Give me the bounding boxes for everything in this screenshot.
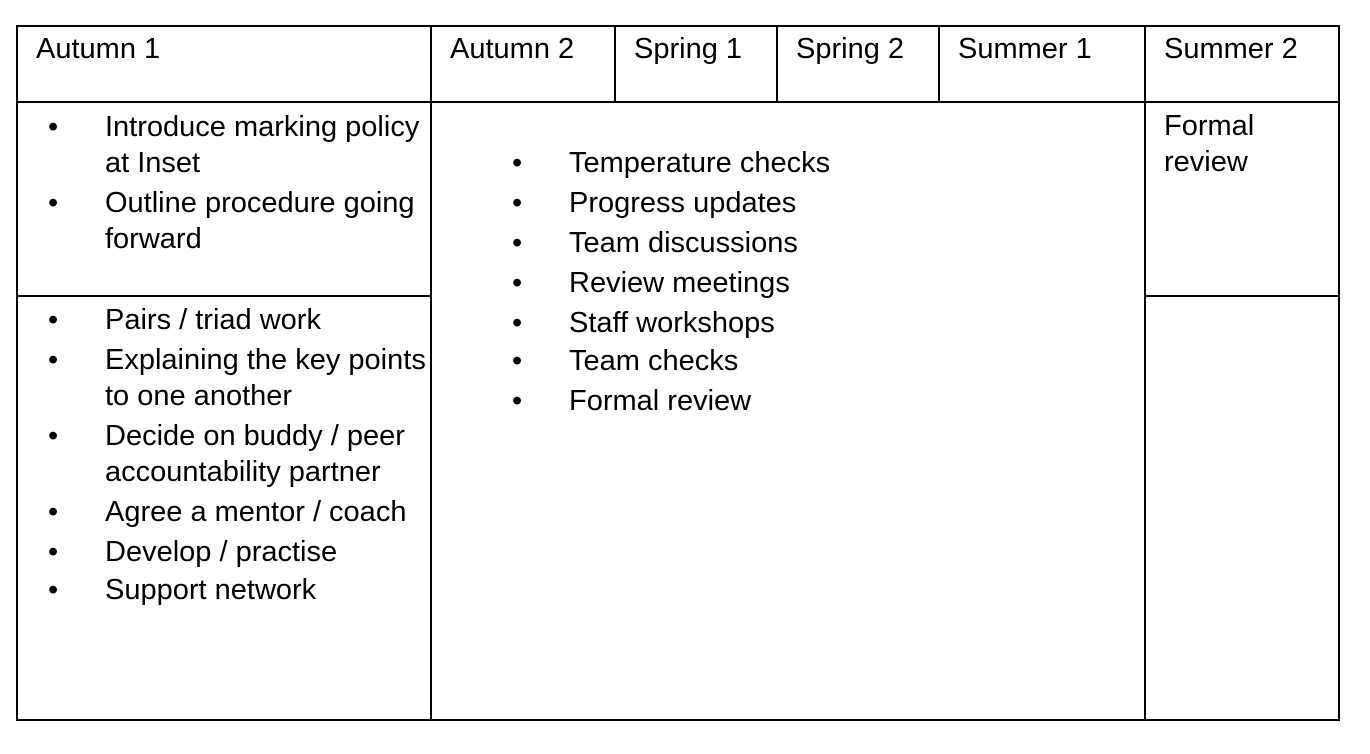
list-item [432,265,1132,301]
header-spring-2 [776,25,940,103]
list-item-text: Team discussions [569,227,798,259]
list-item [18,109,428,181]
list-item [18,302,428,338]
header-autumn-1 [16,25,432,103]
list-item-text: Pairs / triad work [105,304,321,336]
bullet-icon: • [512,307,523,339]
list-item [18,185,428,257]
summer-2-empty-cell [1144,295,1340,721]
list-item-text: Develop / practise [105,536,338,568]
ongoing-activities-cell [430,101,1146,721]
bullet-icon: • [512,345,523,377]
list-item-text: Introduce marking policy at Inset [105,111,420,179]
list-item-text: Decide on buddy / peer accountability partner [105,420,405,488]
list-item-text: Review meetings [569,267,790,299]
bullet-icon: • [512,187,523,219]
bullet-icon: • [48,496,59,528]
bullet-icon: • [512,267,523,299]
bullet-icon: • [48,187,59,219]
list-item-text: Team checks [569,345,739,377]
bullet-icon: • [48,574,59,606]
header-label: Autumn 1 [36,33,161,65]
list-item [432,145,1132,181]
autumn-1-activities-list [18,302,428,608]
list-item [432,305,1132,341]
bullet-icon: • [512,147,523,179]
header-label: Summer 1 [958,33,1092,65]
list-item [18,534,428,570]
bullet-icon: • [48,420,59,452]
autumn-1-activities-cell [16,295,432,721]
header-autumn-2 [430,25,616,103]
header-label: Spring 1 [634,33,743,65]
list-item [18,494,428,530]
header-label: Spring 2 [796,33,905,65]
ongoing-activities-list [432,145,1132,419]
list-item [432,383,1132,419]
list-item-text: Support network [105,574,317,606]
bullet-icon: • [48,344,59,376]
list-item-text: Staff workshops [569,307,775,339]
header-summer-2 [1144,25,1340,103]
list-item-text: Explaining the key points to one another [105,344,426,412]
header-label: Autumn 2 [450,33,575,65]
bullet-icon: • [48,536,59,568]
summer-2-review-cell [1144,101,1340,297]
list-item-text: Agree a mentor / coach [105,496,407,528]
header-label: Summer 2 [1164,33,1298,65]
summer-2-review-text: Formal review [1164,110,1255,178]
bullet-icon: • [48,304,59,336]
list-item [18,418,428,490]
autumn-1-intro-list [18,109,428,257]
list-item-text: Temperature checks [569,147,831,179]
timeline-table [16,25,1340,721]
list-item-text: Progress updates [569,187,797,219]
list-item [18,342,428,414]
list-item [18,572,428,608]
bullet-icon: • [48,111,59,143]
autumn-1-intro-cell [16,101,432,297]
bullet-icon: • [512,227,523,259]
list-item [432,185,1132,221]
list-item [432,343,1132,379]
header-summer-1 [938,25,1146,103]
header-spring-1 [614,25,778,103]
bullet-icon: • [512,385,523,417]
list-item-text: Formal review [569,385,752,417]
list-item-text: Outline procedure going forward [105,187,415,255]
list-item [432,225,1132,261]
